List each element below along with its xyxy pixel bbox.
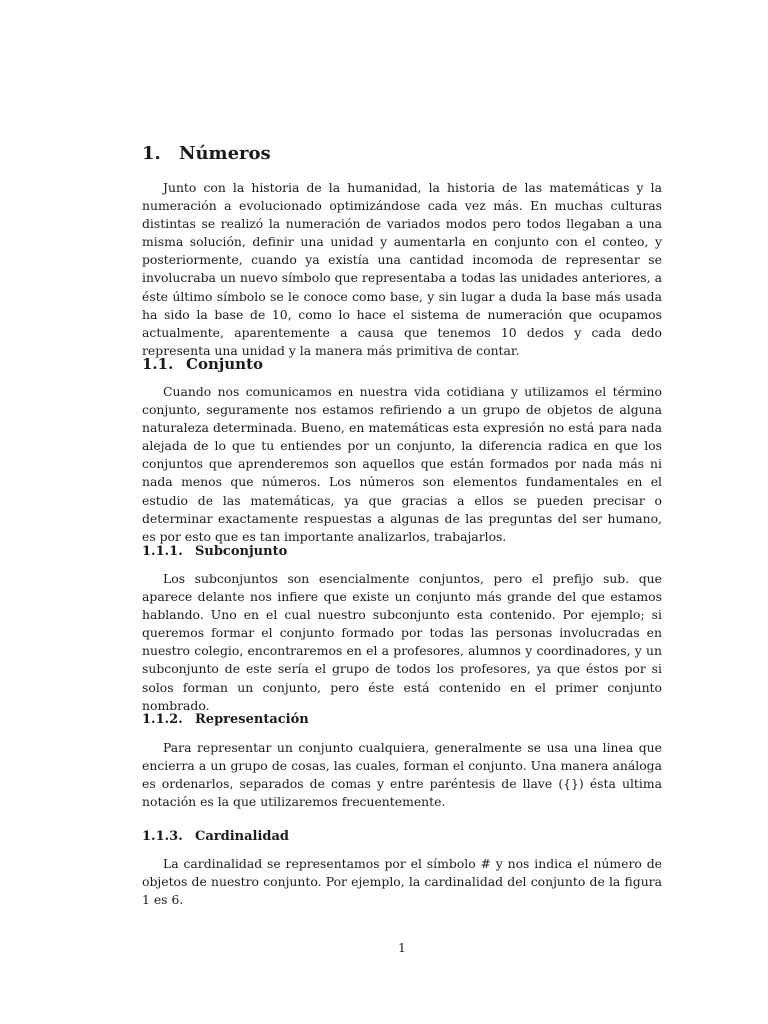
subsection-number: 1.1. xyxy=(142,355,174,373)
subsubsection-paragraph-subconjunto: Los subconjuntos son esencialmente conjuntos, pero el prefijo sub. que aparece delante nos infiere que existe un conjunto más grande del que estamos hablando. Uno en el cual nuestro subconjunto esta contenido. Por ejemplo; si queremos formar el conjunto formado por todas las personas involucradas en nuestro colegio, encontraremos en el a profesores, alumnos y coordinadores, y un subconjunto de este sería el grupo de todos los profesores, ya que éstos por si solos forman un conjunto, pero éste está contenido en el primer conjunto nombrado. xyxy=(142,571,662,713)
page-number: 1 xyxy=(398,941,406,955)
section-title: Números xyxy=(179,143,271,164)
subsection-heading xyxy=(142,355,662,373)
section-paragraph: Junto con la historia de la humanidad, la historia de las matemáticas y la numeración a evolucionado optimizándose cada vez más. En muchas culturas distintas se realizó la numeración de variados modos pero todos llegaban a una misma solución, definir una unidad y aumentarla en conjunto con el conteo, y posteriormente, cuando ya existía una cantidad incomoda de representar se involucraba un nuevo símbolo que representaba a todas las unidades anteriores, a éste último símbolo se le conoce como base, y sin lugar a duda la base más usada ha sido la base de 10, como lo hace el sistema de numeración que ocupamos actualmente, aparentemente a causa que tenemos 10 dedos y cada dedo representa una unidad y la manera más primitiva de contar. xyxy=(142,180,662,358)
subsubsection-number: 1.1.3. xyxy=(142,829,183,844)
subsection-title: Conjunto xyxy=(186,355,264,373)
subsubsection-title: Cardinalidad xyxy=(195,829,290,844)
subsubsection-paragraph-representacion: Para representar un conjunto cualquiera, generalmente se usa una linea que encierra a un grupo de cosas, las cuales, forman el conjunto. Una manera análoga es ordenarlos, separados de comas y entre paréntesis de llave ({}) ésta ultima notación es la que utilizaremos frecuentemente. xyxy=(142,740,662,810)
document-page xyxy=(142,0,662,1024)
subsubsection-heading-cardinalidad xyxy=(142,829,662,844)
subsubsection-number: 1.1.1. xyxy=(142,544,183,559)
subsubsection-heading-subconjunto xyxy=(142,544,662,559)
subsubsection-title: Subconjunto xyxy=(195,544,288,559)
section-heading xyxy=(142,143,662,164)
subsubsection-paragraph-cardinalidad: La cardinalidad se representamos por el símbolo # y nos indica el número de objetos de nuestro conjunto. Por ejemplo, la cardinalidad del conjunto de la figura 1 es 6. xyxy=(142,856,662,908)
subsubsection-title: Representación xyxy=(195,712,309,727)
subsubsection-heading-representacion xyxy=(142,712,662,727)
subsubsection-number: 1.1.2. xyxy=(142,712,183,727)
subsection-paragraph: Cuando nos comunicamos en nuestra vida cotidiana y utilizamos el término conjunto, seguramente nos estamos refiriendo a un grupo de objetos de alguna naturaleza determinada. Bueno, en matemáticas esta expresión no está para nada alejada de lo que tu entiendes por un conjunto, la diferencia radica en que los conjuntos que aprenderemos son aquellos que están formados por nada más ni nada menos que números. Los números son elementos fundamentales en el estudio de las matemáticas, ya que gracias a ellos se pueden precisar o determinar exactamente respuestas a algunas de las preguntas del ser humano, es por esto que es tan importante analizarlos, trabajarlos. xyxy=(142,384,662,544)
section-number: 1. xyxy=(142,143,161,164)
